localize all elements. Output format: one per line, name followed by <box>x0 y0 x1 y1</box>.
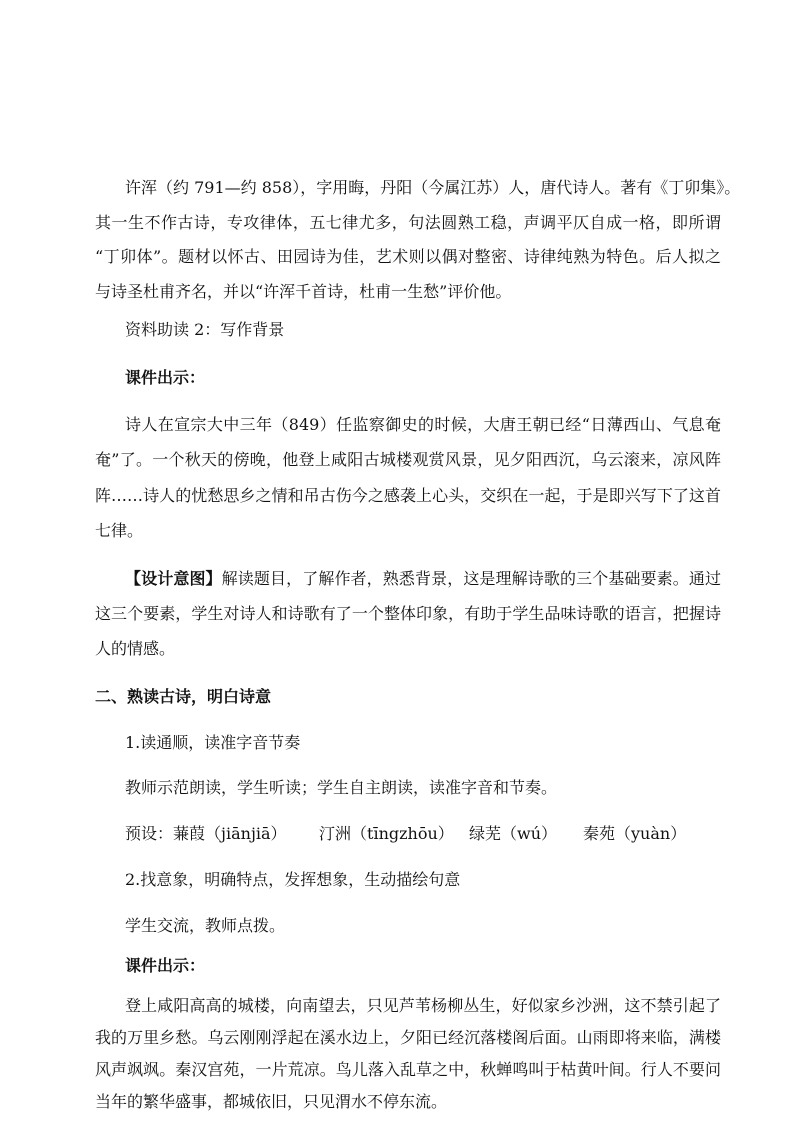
translation-line-3: 风声飒飒。秦汉宫苑，一片荒凉。鸟儿落入乱草之中，秋蝉鸣叫于枯黄叶间。行人不要问 <box>95 1060 721 1079</box>
preset-word-1: 蒹葭（jiānjiā） <box>173 824 287 843</box>
preset-word-4: 秦苑（yuàn） <box>583 824 687 843</box>
step-2-heading: 2.找意象，明确特点，发挥想象，生动描绘句意 <box>125 870 461 889</box>
design-intent-line-3: 人的情感。 <box>95 639 176 658</box>
courseware-label-1: 课件出示： <box>125 368 206 387</box>
preset-word-2: 汀洲（tīngzhōu） <box>319 824 454 843</box>
author-intro-line-3: “丁卯体”。题材以怀古、田园诗为佳，艺术则以偶对整密、诗律纯熟为特色。后人拟之 <box>95 247 721 266</box>
background-line-4: 七律。 <box>95 521 144 540</box>
background-line-3: 阵……诗人的忧愁思乡之情和吊古伤今之感袭上心头，交织在一起，于是即兴写下了这首 <box>95 486 721 505</box>
design-intent-line-2: 这三个要素，学生对诗人和诗歌有了一个整体印象，有助于学生品味诗歌的语言，把握诗 <box>95 604 721 623</box>
design-intent-line-1 <box>125 567 721 591</box>
design-intent-text: 解读题目，了解作者，熟悉背景，这是理解诗歌的三个基础要素。通过 <box>221 569 721 588</box>
section-heading: 二、熟读古诗，明白诗意 <box>95 687 272 706</box>
background-line-1: 诗人在宣宗大中三年（849）任监察御史的时候，大唐王朝已经“日薄西山、气息奄 <box>125 415 721 434</box>
courseware-label-2: 课件出示： <box>125 956 206 975</box>
preset-word-3: 绿芜（wú） <box>469 824 558 843</box>
step-2-text: 学生交流，教师点拨。 <box>125 916 286 935</box>
pronunciation-preset <box>125 822 686 846</box>
translation-line-4-wrap <box>95 1090 721 1114</box>
design-intent-label: 【设计意图】 <box>125 569 222 588</box>
translation-line-1: 登上咸阳高高的城楼，向南望去，只见芦苇杨柳丛生，好似家乡沙洲，这不禁引起了 <box>125 996 721 1015</box>
author-intro-line-2: 其一生不作古诗，专攻律体，五七律尤多，句法圆熟工稳，声调平仄自成一格，即所谓 <box>95 213 721 232</box>
translation-line-4: 当年的繁华盛事，都城依旧，只见渭水不停东流。 <box>95 1092 448 1111</box>
preset-label: 预设： <box>125 824 174 843</box>
material-heading: 资料助读 2：写作背景 <box>125 320 285 339</box>
author-intro-line-1: 许浑（约 791—约 858），字用晦，丹阳（今属江苏）人，唐代诗人。著有《丁卯集》。 <box>125 178 741 197</box>
author-intro-line-4: 与诗圣杜甫齐名，并以“许浑千首诗，杜甫一生愁”评价他。 <box>95 282 512 301</box>
translation-line-2: 我的万里乡愁。乌云刚刚浮起在溪水边上，夕阳已经沉落楼阁后面。山雨即将来临，满楼 <box>95 1028 721 1047</box>
step-1-heading: 1.读通顺，读准字音节奏 <box>125 733 301 752</box>
background-line-2: 奄”了。一个秋天的傍晚，他登上咸阳古城楼观赏风景，见夕阳西沉，乌云滚来，凉风阵 <box>95 450 721 469</box>
step-1-text: 教师示范朗读，学生听读；学生自主朗读，读准字音和节奏。 <box>125 778 558 797</box>
